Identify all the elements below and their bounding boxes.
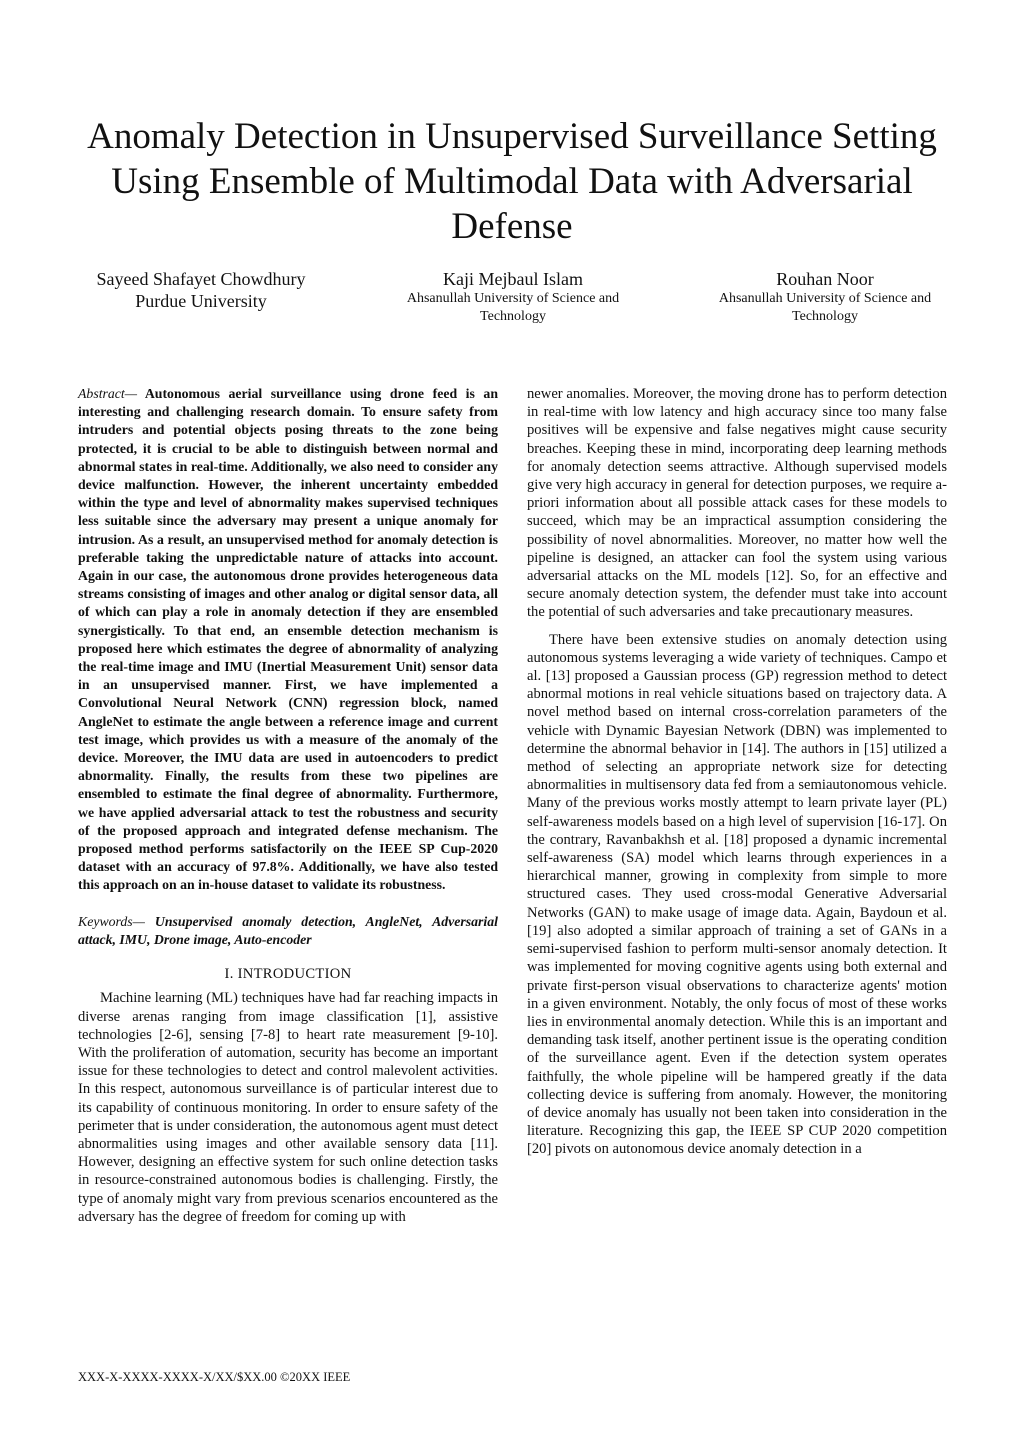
author-block-3 (694, 268, 956, 326)
abstract-lead: Abstract— (78, 386, 138, 401)
intro-paragraph-1: Machine learning (ML) techniques have had far reaching impacts in diverse arenas ranging from image classification [1], assistive technologies [2-6], sensing [7-8] to heart rate measurement [9-10]. With the proliferation of automation, security has become an important issue for these technologies to detect and control malevolent activities. In this respect, autonomous surveillance is of particular interest due to its capability of continuous monitoring. In order to ensure safety of the perimeter that is under consideration, the autonomous agent must detect abnormalities using images and other available sensory data [11]. However, designing an effective system for such online detection tasks in resource-constrained autonomous bodies is challenging. Firstly, the type of anomaly might vary from previous scenarios encountered as the adversary has the degree of freedom for coming up with (78, 990, 498, 1225)
intro-paragraph-2: There have been extensive studies on anomaly detection using autonomous systems leveraging a wide variety of techniques. Campo et al. [13] proposed a Gaussian process (GP) regression method to detect abnormal motions in real vehicle situations based on trajectory data. A novel method based on internal cross-correlation parameters of the vehicle with Dynamic Bayesian Network (DBN) was implemented to determine the abnormal behavior in [14]. The authors in [15] utilized a method of selecting an appropriate network size for detecting abnormalities in multisensory data fed from a semiautonomous vehicle. Many of the previous works mostly attempt to learn private layer (PL) self-awareness models based on a high level of supervision [16-17]. On the contrary, Ravanbakhsh et al. [18] proposed a dynamic incremental self-awareness (SA) model which learns through experiences in a hierarchical manner, growing in complexity from simple to more structured cases. They used cross-modal Generative Adversarial Networks (GAN) to make usage of image data. Again, Baydoun et al. [19] also adopted a similar approach of training a set of GANs in a semi-supervised fashion to perform multi-sensor anomaly detection. It was implemented for moving cognitive agents using both external and private first-person visual observations to characterize agents' motion in a given environment. Notably, the only focus of most of these works lies in environmental anomaly detection. While this is an important and demanding task itself, another pertinent issue is the operating condition of the surveillance agent. Even if the detection system operates faithfully, the whole pipeline will be hampered greatly if the data collecting device is suffering from anomaly. However, the monitoring of device anomaly has usually not been taken into consideration in the literature. Recognizing this gap, the IEEE SP CUP 2020 competition [20] pivots on autonomous device anomaly detection in a (527, 631, 947, 1158)
author-affiliation: Ahsanullah University of Science and Technology (718, 291, 932, 324)
paper-title: Anomaly Detection in Unsupervised Surveillance Setting Using Ensemble of Multimodal Data with Adversarial Defense (87, 116, 937, 247)
intro-paragraph-1-continued: newer anomalies. Moreover, the moving drone has to perform detection in real-time with low latency and high accuracy since too many false positives will be expensive and false negatives might cause security breaches. Keeping these in mind, incorporating deep learning methods for anomaly detection seems attractive. Although supervised models give very high accuracy in general for detection purposes, we require a-priori information about all possible attack cases for these models to succeed, which may be an impractical assumption considering the possibility of novel abnormalities. Moreover, no matter how well the pipeline is designed, an attacker can fool the system using various adversarial attacks on the ML models [12]. So, for an effective and secure anomaly detection system, the defender must take into account the potential of such adversaries and take precautionary measures. (527, 386, 947, 621)
keywords-text: Unsupervised anomaly detection, AngleNet, Adversarial attack, IMU, Drone image, Auto-encoder (78, 913, 498, 947)
abstract (78, 385, 498, 895)
author-block-2 (382, 268, 644, 326)
author-name: Kaji Mejbaul Islam (443, 269, 583, 289)
author-block-1 (70, 268, 332, 312)
keywords (78, 913, 498, 949)
abstract-text: Autonomous aerial surveillance using drone feed is an interesting and challenging research domain. To ensure safety from intruders and potential objects posing threats to the zone being protected, it is crucial to be able to distinguish between normal and abnormal states in real-time. Additionally, we also need to consider any device malfunction. However, the inherent uncertainty embedded within the type and level of abnormality makes supervised techniques less suitable since the adversary may present a unique anomaly for intrusion. As a result, an unsupervised method for anomaly detection is preferable taking the unpredictable nature of attacks into account. Again in our case, the autonomous drone provides heterogeneous data streams consisting of images and other analog or digital sensor data, all of which can play a role in anomaly detection if they are ensembled synergistically. To that end, an ensemble detection mechanism is proposed here which estimates the degree of abnormality of analyzing the real-time image and IMU (Inertial Measurement Unit) sensor data in an unsupervised manner. First, we have implemented a Convolutional Neural Network (CNN) regression block, named AngleNet to estimate the angle between a reference image and current test image, which provides us with a measure of the anomaly of the device. Moreover, the IMU data are used in autoencoders to predict abnormality. Finally, the results from these two pipelines are ensembled to estimate the final degree of abnormality. Furthermore, we have applied adversarial attack to test the robustness and security of the proposed approach and integrated defense mechanism. The proposed method performs satisfactorily on the IEEE SP Cup-2020 dataset with an accuracy of 97.8%. Additionally, we have also tested this approach on an in-house dataset to validate its robustness. (78, 386, 498, 893)
keywords-lead: Keywords— (78, 913, 145, 929)
author-name: Rouhan Noor (776, 269, 874, 289)
author-affiliation: Ahsanullah University of Science and Technology (406, 291, 620, 324)
copyright-footer: XXX-X-XXXX-XXXX-X/XX/$XX.00 ©20XX IEEE (78, 1370, 351, 1384)
author-affiliation: Purdue University (135, 291, 267, 311)
left-column (78, 385, 498, 1226)
right-column (527, 385, 947, 1159)
author-name: Sayeed Shafayet Chowdhury (96, 269, 306, 289)
section-heading-introduction: I. INTRODUCTION (224, 966, 352, 983)
